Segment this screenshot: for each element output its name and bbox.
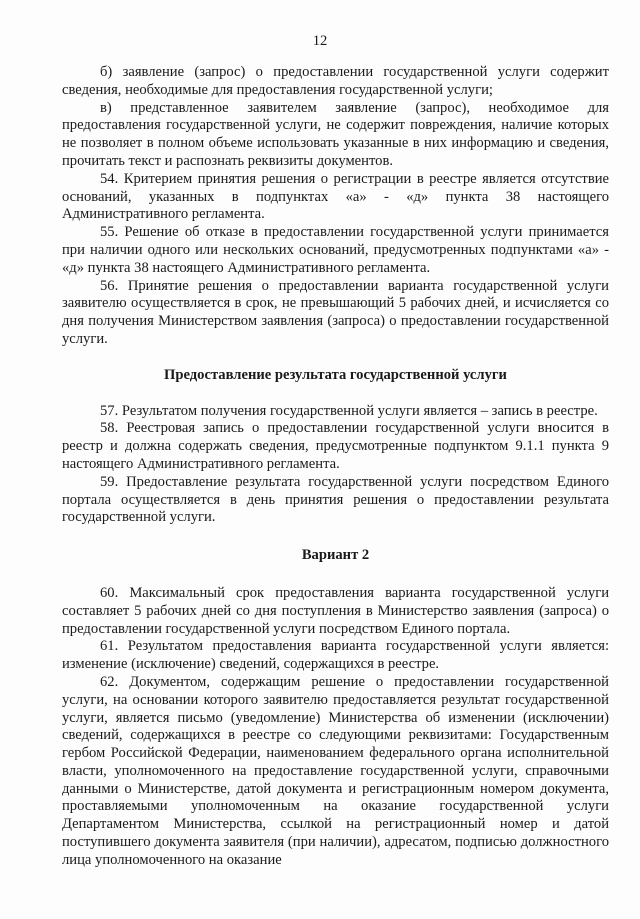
paragraph-57: 57. Результатом получения государственной услуги является – запись в реестре.: [100, 402, 598, 419]
page-number: 12: [312, 33, 328, 49]
paragraph-v: в) представленное заявителем заявление (запрос), необходимое для предоставления государственной услуги, не содержит повреждения, наличие которых не позволяет в полном объеме использовать указанные в них информацию и сведения, прочитать текст и распознать реквизиты документов.: [62, 99, 609, 169]
section-heading-result: Предоставление результата государственной услуги: [164, 366, 507, 383]
document-body: [62, 64, 609, 870]
paragraph-59: 59. Предоставление результата государственной услуги посредством Единого портала осуществляется в день принятия решения о предоставлении результата государственной услуги.: [62, 473, 609, 526]
paragraph-55: 55. Решение об отказе в предоставлении государственной услуги принимается при наличии одного или нескольких оснований, предусмотренных подпунктами «а» - «д» пункта 38 настоящего Административного регламента.: [62, 224, 609, 276]
paragraph-54: 54. Критерием принятия решения о регистрации в реестре является отсутствие оснований, указанных в подпунктах «а» - «д» пункта 38 настоящего Административного регламента.: [62, 170, 609, 223]
paragraph-b: б) заявление (запрос) о предоставлении государственной услуги содержит сведения, необходимые для предоставления государственной услуги;: [62, 64, 609, 98]
paragraph-56: 56. Принятие решения о предоставлении варианта государственной услуги заявителю осуществляется в срок, не превышающий 5 рабочих дней, и исчисляется со дня получения Министерством заявления (запроса) о предоставлении государственной услуги.: [62, 277, 609, 347]
paragraph-58: 58. Реестровая запись о предоставлении государственной услуги вносится в реестр и должна содержать сведения, предусмотренные подпунктом 9.1.1 пункта 9 настоящего Административного регламента.: [62, 420, 609, 472]
paragraph-61: 61. Результатом предоставления варианта государственной услуги является: изменение (исключение) сведений, содержащихся в реестре.: [62, 638, 609, 673]
paragraph-60: 60. Максимальный срок предоставления варианта государственной услуги составляет 5 рабочих дней со дня поступления в Министерство заявления (запроса) о предоставлении государственной услуги посредством Единого портала.: [62, 584, 609, 637]
section-heading-variant-2: Вариант 2: [301, 547, 370, 564]
paragraph-62: 62. Документом, содержащим решение о предоставлении государственной услуги, на основании которого заявителю предоставляется результат государственной услуги, является письмо (уведомление) Министерства об изменении (исключении) сведений, содержащихся в реестре со следующими реквизитами: Государственным гербом Российской Федерации, наименованием федерального органа исполнительной власти, уполномоченного на предоставление государственной услуги, справочными данными о Министерстве, датой документа и регистрационным номером документа, проставляемыми уполномоченным на оказание государственной услуги Департаментом Министерства, ссылкой на регистрационный номер и датой поступившего документа заявителя (при наличии), адресатом, подписью должностного лица уполномоченного на оказание: [62, 673, 609, 868]
